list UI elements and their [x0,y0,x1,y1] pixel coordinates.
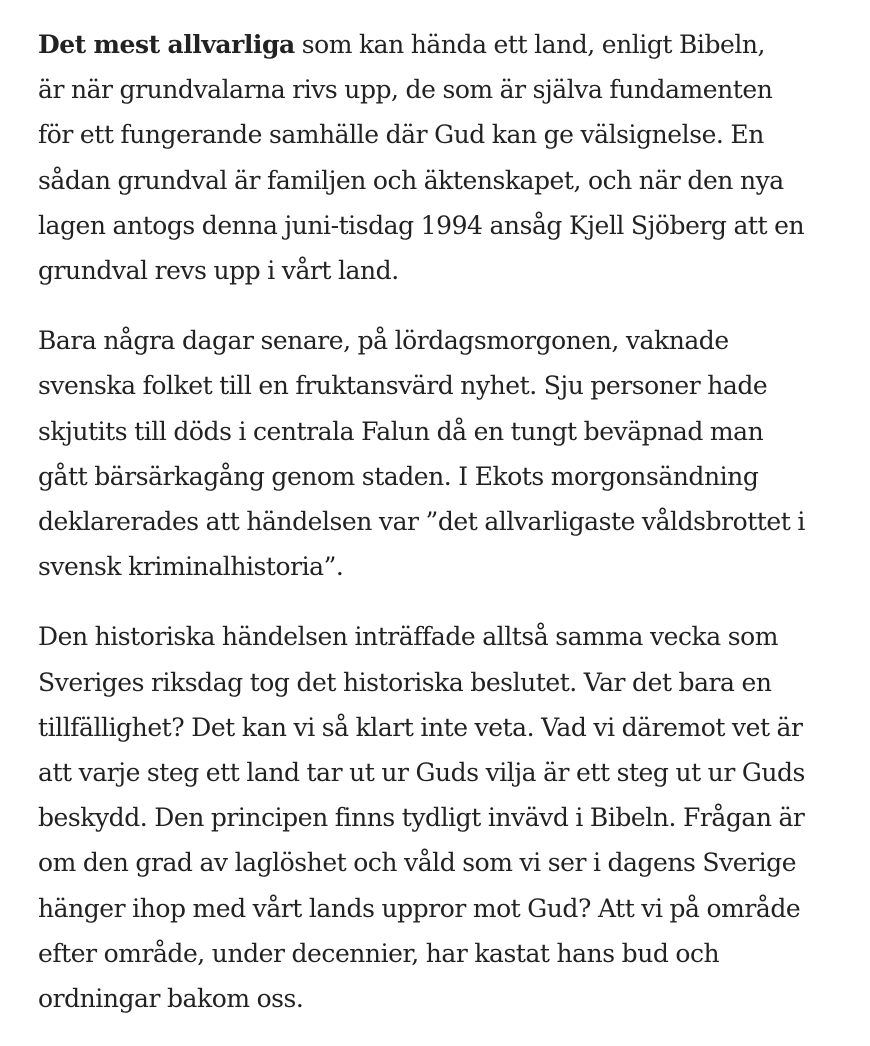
text-line: deklarerades att händelsen var ”det allvarligaste våldsbrottet i [38,507,805,537]
paragraph-1 [38,22,848,293]
text-line: om den grad av laglöshet och våld som vi ser i dagens Sverige [38,848,797,878]
text-line: grundval revs upp i vårt land. [38,256,399,286]
text-line-remainder: som kan hända ett land, enligt Bibeln, [294,30,766,59]
article-body [38,22,848,1046]
text-line [38,22,848,67]
text-line: svensk kriminalhistoria”. [38,552,344,582]
text-line: ordningar bakom oss. [38,984,304,1014]
text-line: tillfällighet? Det kan vi så klart inte veta. Vad vi däremot vet är [38,712,803,742]
lead-phrase: Det mest allvarliga [38,30,295,59]
text-line: Sveriges riksdag tog det historiska beslutet. Var det bara en [38,667,772,697]
text-line: att varje steg ett land tar ut ur Guds vilja är ett steg ut ur Guds [38,758,805,788]
text-line: skjutits till döds i centrala Falun då en tungt beväpnad man [38,416,764,446]
text-line: lagen antogs denna juni-tisdag 1994 ansåg Kjell Sjöberg att en [38,210,805,240]
text-line: sådan grundval är familjen och äktenskapet, och när den nya [38,165,784,195]
text-line: för ett fungerande samhälle där Gud kan ge välsignelse. En [38,120,764,150]
paragraph-3 [38,614,848,1021]
text-line: Bara några dagar senare, på lördagsmorgonen, vaknade [38,326,729,356]
paragraph-2 [38,318,848,589]
text-line: är när grundvalarna rivs upp, de som är själva fundamenten [38,75,773,105]
text-line: Den historiska händelsen inträffade alltså samma vecka som [38,622,778,652]
text-line: hänger ihop med vårt lands uppror mot Gud? Att vi på område [38,893,801,923]
text-line: beskydd. Den principen finns tydligt invävd i Bibeln. Frågan är [38,803,805,833]
text-line: efter område, under decennier, har kastat hans bud och [38,938,720,968]
text-line: svenska folket till en fruktansvärd nyhet. Sju personer hade [38,371,768,401]
text-line: gått bärsärkagång genom staden. I Ekots morgonsändning [38,461,759,491]
